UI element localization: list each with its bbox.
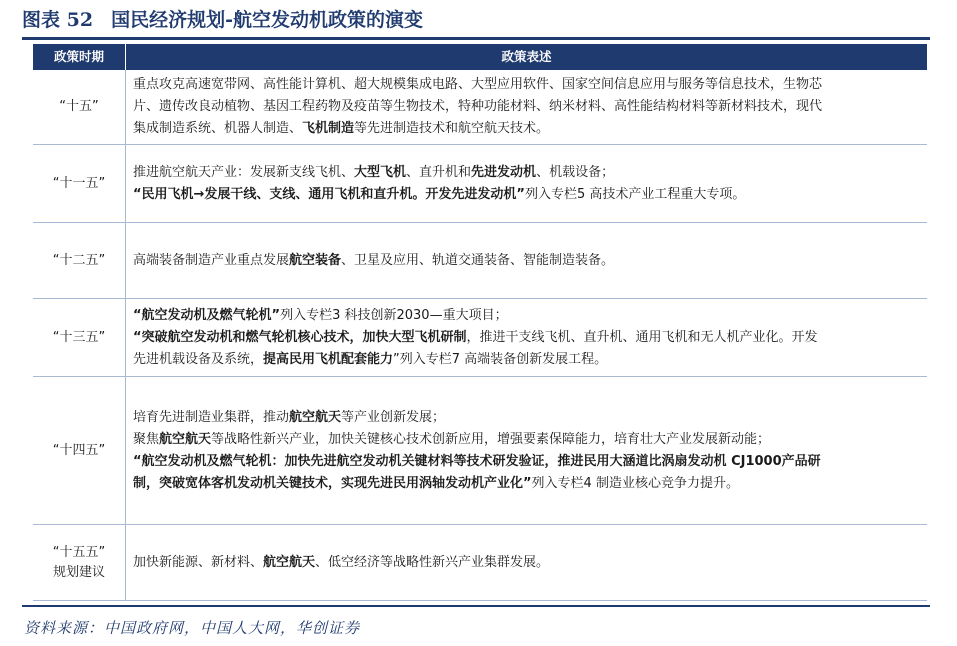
description-line: [133, 407, 921, 429]
description-text: 重点攻克高速宽带网、高性能计算机、超大规模集成电路、大型应用软件、国家空间信息应用与服务等信息技术，生物芯: [133, 77, 823, 92]
description-cell: [126, 377, 927, 525]
description-line: [133, 184, 921, 206]
description-text: 等战略性新兴产业，加快关键核心技术创新应用，增强要素保障能力，培育壮大产业发展新动能；: [211, 431, 771, 447]
emphasis-text: 提高民用飞机配套能力: [263, 351, 394, 367]
description-cell: [126, 145, 927, 223]
period-cell: [33, 145, 126, 223]
description-line: [133, 118, 921, 140]
emphasis-text: “航空发动机及燃气轮机”: [133, 307, 281, 323]
description-line: [133, 473, 921, 495]
description-line: [133, 451, 921, 473]
emphasis-text: 航空航天: [289, 409, 342, 425]
description-text: 集成制造系统、机器人制造、: [133, 121, 303, 136]
description-text: 列入专栏4 制造业核心竞争力提升。: [531, 475, 739, 491]
description-text: 、机载设备；: [536, 164, 615, 180]
period-cell: [33, 70, 126, 145]
table-row: [33, 145, 927, 223]
period-label: 规划建议: [52, 564, 105, 580]
bottom-rule: [22, 605, 930, 607]
emphasis-text: 航空装备: [289, 252, 342, 268]
description-text: 加快新能源、新材料、: [133, 554, 264, 570]
period-label: “十四五”: [52, 442, 106, 458]
table-row: [33, 299, 927, 377]
period-cell: [33, 525, 126, 601]
description-line: [133, 305, 921, 327]
table-header-row: [33, 44, 927, 70]
description-line: [133, 327, 921, 349]
emphasis-text: 飞机制造: [302, 121, 355, 136]
emphasis-text: 航空航天: [159, 431, 212, 447]
period-label: “十二五”: [52, 252, 106, 268]
description-text: ”列入专栏7 高端装备创新发展工程。: [393, 351, 608, 367]
description-line: [133, 349, 921, 371]
emphasis-text: “民用飞机→发展干线、支线、通用飞机和直升机。开发先进发动机”: [133, 186, 525, 202]
table-row: [33, 70, 927, 145]
description-line: [133, 552, 921, 574]
description-text: 列入专栏3 科技创新2030—重大项目；: [280, 307, 508, 323]
table-row: [33, 223, 927, 299]
description-text: 等先进制造技术和航空航天技术。: [354, 121, 550, 136]
period-label: “十三五”: [52, 329, 106, 345]
description-text: 高端装备制造产业重点发展: [133, 252, 290, 268]
emphasis-text: “航空发动机及燃气轮机：加快先进航空发动机关键材料等技术研发验证，推进民用大涵道比涡扇发动机 CJ1000产品研: [133, 453, 821, 469]
header-period: 政策时期: [33, 44, 126, 70]
description-text: 先进机载设备及系统，: [133, 351, 264, 367]
description-cell: [126, 70, 927, 145]
figure-number: 图表 52: [22, 9, 94, 31]
description-text: 培育先进制造业集群，推动: [133, 409, 290, 425]
description-text: 、直升机和: [406, 164, 472, 180]
table-row: [33, 377, 927, 525]
description-text: ，推进干支线飞机、直升机、通用飞机和无人机产业化。开发: [466, 329, 818, 345]
emphasis-text: 大型飞机: [354, 164, 407, 180]
emphasis-text: 制，突破宽体客机发动机关键技术，实现先进民用涡轴发动机产业化”: [133, 475, 532, 491]
emphasis-text: 先进发动机: [471, 164, 537, 180]
description-line: [133, 429, 921, 451]
table-row: [33, 525, 927, 601]
period-cell: [33, 223, 126, 299]
period-cell: [33, 377, 126, 525]
description-line: [133, 162, 921, 184]
figure-title: [22, 6, 934, 34]
period-cell: [33, 299, 126, 377]
description-text: 片、遗传改良动植物、基因工程药物及疫苗等生物技术，特种功能材料、纳米材料、高性能结构材料等新材料技术，现代: [133, 99, 823, 114]
emphasis-text: “突破航空发动机和燃气轮机核心技术，加快大型飞机研制: [133, 329, 467, 345]
period-label: “十五”: [59, 99, 99, 114]
description-text: 推进航空航天产业：发展新支线飞机、: [133, 164, 355, 180]
description-cell: [126, 223, 927, 299]
description-cell: [126, 525, 927, 601]
table-body: [33, 70, 927, 601]
description-line: [133, 74, 921, 96]
figure-title-text: 国民经济规划-航空发动机政策的演变: [111, 9, 423, 31]
description-cell: [126, 299, 927, 377]
policy-table: [33, 44, 927, 601]
description-line: [133, 250, 921, 272]
description-text: 列入专栏5 高技术产业工程重大专项。: [524, 186, 746, 202]
emphasis-text: 航空航天: [263, 554, 316, 570]
period-label: “十一五”: [52, 175, 106, 191]
description-text: 等产业创新发展；: [341, 409, 446, 425]
description-text: 聚焦: [133, 431, 160, 447]
description-text: 、低空经济等战略性新兴产业集群发展。: [315, 554, 550, 570]
description-text: 、卫星及应用、轨道交通装备、智能制造装备。: [341, 252, 615, 268]
period-label: “十五五”: [52, 544, 106, 560]
header-description: 政策表述: [126, 44, 927, 70]
source-note: 资料来源：中国政府网，中国人大网，华创证券: [24, 619, 361, 637]
description-line: [133, 96, 921, 118]
title-rule: [22, 37, 930, 40]
